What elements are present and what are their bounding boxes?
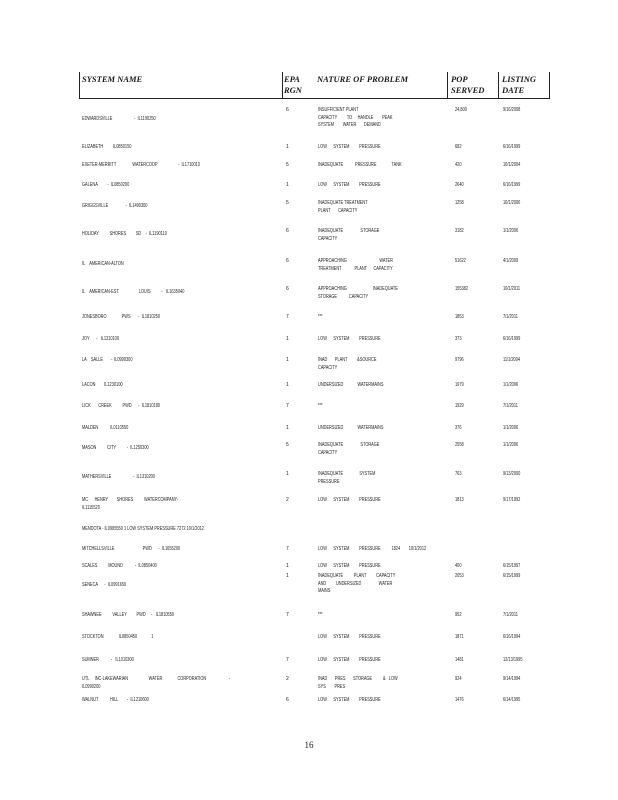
pop-served-cell: 3182 (455, 228, 464, 234)
pop-served-cell: 373 (455, 336, 462, 342)
pop-served-cell: 9796 (455, 357, 464, 363)
system-name-cell: SHAWNEE VALLEY PWD - IL1810550 (82, 612, 175, 618)
epa-rgn-cell: 5 (286, 442, 289, 448)
system-name-cell: HOLIDAY SHORES SD - IL1190110 (82, 231, 167, 237)
system-name-cell: LA SALLE - IL0990300 (82, 357, 133, 363)
col-header-system-name: SYSTEM NAME (82, 74, 143, 84)
epa-rgn-cell: 1 (286, 563, 289, 569)
header-rule-right (549, 72, 550, 98)
listing-date-cell: 7/1/2011 (503, 314, 518, 320)
nature-cell: *** (318, 612, 323, 618)
pop-served-cell: 1871 (455, 634, 464, 640)
pop-served-cell: 155382 (455, 286, 469, 292)
system-name-cell: WALNUT HILL - IL1210600 (82, 697, 149, 703)
col-header-served: SERVED (451, 85, 485, 95)
pop-served-cell: 400 (455, 563, 462, 569)
listing-date-cell: 10/1/2011 (503, 286, 521, 292)
listing-date-cell: 6/16/1999 (503, 336, 521, 342)
epa-rgn-cell: 7 (286, 314, 289, 320)
pop-served-cell: 952 (455, 612, 462, 618)
col-header-listing-date (502, 74, 536, 96)
listing-date-cell: 10/1/2006 (503, 200, 521, 206)
epa-rgn-cell: 6 (286, 697, 289, 703)
epa-rgn-cell: 6 (286, 228, 289, 234)
pop-served-cell: 763 (455, 471, 462, 477)
nature-cell: *** (318, 314, 323, 320)
col-header-pop-served (451, 74, 484, 96)
listing-date-cell: 9/17/1992 (503, 497, 521, 503)
epa-rgn-cell: 1 (286, 471, 289, 477)
page-number: 16 (304, 740, 314, 750)
system-name-cell: MITCHELLSVILLE PWD - IL1655200 (82, 546, 181, 552)
pop-served-cell: 24,800 (455, 107, 467, 113)
listing-date-cell: 1/1/2006 (503, 382, 519, 388)
listing-date-cell: 6/15/1997 (503, 563, 521, 569)
nature-cell: LOW SYSTEM PRESSURE (318, 336, 381, 342)
listing-date-cell: 6/16/1994 (503, 634, 521, 640)
header-rule-pop (447, 72, 448, 98)
listing-date-cell: 9/13/2000 (503, 471, 521, 477)
pop-served-cell: 2640 (455, 182, 464, 188)
pop-served-cell: 51622 (455, 258, 466, 264)
pop-served-cell: 1853 (455, 314, 464, 320)
pop-served-cell: 1813 (455, 497, 464, 503)
system-name-cell: IL AMERICAN-EST. LOUIS - IL1635040 (82, 289, 185, 295)
listing-date-cell: 11/1/2004 (503, 357, 521, 363)
listing-date-cell: 7/1/2011 (503, 612, 518, 618)
system-name-cell: JOY - IL1310100 (82, 336, 120, 342)
system-name-cell: LACON IL1230100 (82, 382, 123, 388)
epa-rgn-cell: 5 (286, 200, 289, 206)
system-name-cell: EDWARDSVILLE - IL1190250 (82, 116, 156, 122)
col-header-rgn: RGN (284, 85, 302, 95)
nature-cell: *** (318, 403, 323, 409)
system-name-cell: MASON CITY - IL1250300 (82, 445, 149, 451)
nature-cell: LOW SYSTEM PRESSURE (318, 182, 381, 188)
system-name-cell: STOCKTON IL0850450 1 (82, 634, 154, 640)
pop-served-cell: 1929 (455, 403, 464, 409)
col-header-listing: LISTING (502, 74, 537, 84)
nature-cell: INADEQUATE SYSTEM PRESSURE (318, 471, 376, 485)
nature-cell: LOW SYSTEM PRESSURE (318, 497, 381, 503)
pop-served-cell: 2053 (455, 573, 464, 579)
listing-date-cell: 1/1/2006 (503, 228, 519, 234)
epa-rgn-cell: 5 (286, 162, 289, 168)
system-name-cell: UTL INC-LAKEWARIAN WATER CORPORATION - IL0990200 (82, 676, 231, 690)
nature-cell: INAD PRES STORAGE & LOW SYS PRES (318, 676, 398, 690)
system-name-cell: MALDEN IL0110550 (82, 425, 129, 431)
epa-rgn-cell: 7 (286, 657, 289, 663)
system-name-cell: SCALES MOUND - IL0850400 (82, 563, 157, 569)
col-header-date: DATE (502, 85, 525, 95)
pop-served-cell: 420 (455, 162, 462, 168)
pop-served-cell: 924 (455, 676, 462, 682)
listing-date-cell: 6/14/1995 (503, 697, 521, 703)
col-header-epa-rgn (284, 74, 302, 96)
system-name-cell: IL AMERICAN-ALTON (82, 261, 124, 267)
system-name-cell: GALENA - IL0850200 (82, 182, 130, 188)
epa-rgn-cell: 1 (286, 357, 289, 363)
system-name-cell: SUMNER - IL1010300 (82, 657, 134, 663)
system-name-cell: EXETER-MERRITT WATERCOOP - IL1710010 (82, 162, 200, 168)
col-header-pop: POP (451, 74, 468, 84)
epa-rgn-cell: 6 (286, 107, 289, 113)
epa-rgn-cell: 1 (286, 336, 289, 342)
listing-date-cell: 6/16/1999 (503, 144, 521, 150)
system-name-cell: JONESBORO PWS - IL1810250 (82, 314, 161, 320)
pop-served-cell: 1476 (455, 697, 464, 703)
epa-rgn-cell: 7 (286, 403, 289, 409)
epa-rgn-cell: 6 (286, 286, 289, 292)
nature-cell: APPROACHING WATER TREATMENT PLANT CAPACITY (318, 258, 393, 272)
epa-rgn-cell: 1 (286, 573, 289, 579)
listing-date-cell: 9/16/2008 (503, 107, 521, 113)
epa-rgn-cell: 7 (286, 612, 289, 618)
col-header-epa: EPA (284, 74, 300, 84)
pop-served-cell: 2558 (455, 442, 464, 448)
system-name-cell: SENECA - IL0991650 (82, 582, 127, 588)
nature-cell: UNDERSIZED WATERMAINS (318, 425, 384, 431)
nature-cell: LOW SYSTEM PRESSURE 1824 10/1/2012 (318, 546, 427, 552)
listing-date-cell: 12/13/1995 (503, 657, 523, 663)
nature-cell: INADEQUATE TREATMENT PLANT CAPACITY (318, 200, 368, 214)
system-name-cell: MC HENRY SHORES WATERCOMPANY- IL1115520 (82, 497, 179, 511)
nature-cell: INAD PLANT &SOURCE CAPACITY (318, 357, 377, 371)
nature-cell: INADEQUATE PRESSURE TANK (318, 162, 402, 168)
epa-rgn-cell: 1 (286, 144, 289, 150)
epa-rgn-cell: 7 (286, 546, 289, 552)
pop-served-cell: 1258 (455, 200, 464, 206)
nature-cell: INADEQUATE STORAGE CAPACITY (318, 442, 380, 456)
listing-date-cell: 1/1/2006 (503, 442, 519, 448)
header-rule-left (79, 72, 80, 98)
listing-date-cell: 10/1/2004 (503, 162, 521, 168)
epa-rgn-cell: 1 (286, 182, 289, 188)
pop-served-cell: 1979 (455, 382, 464, 388)
listing-date-cell: 6/15/1999 (503, 573, 521, 579)
mendota-row: MENDOTA - IL0995550 1 LOW SYSTEM PRESSURE 7272 10/1/2012 (82, 526, 204, 532)
system-name-cell: ELIZABETH IL0850150 (82, 144, 132, 150)
pop-served-cell: 1481 (455, 657, 464, 663)
epa-rgn-cell: 1 (286, 382, 289, 388)
col-header-nature: NATURE OF PROBLEM (317, 74, 409, 84)
epa-rgn-cell: 2 (286, 676, 289, 682)
listing-date-cell: 7/1/2011 (503, 403, 518, 409)
listing-date-cell: 6/16/1999 (503, 182, 521, 188)
pop-served-cell: 682 (455, 144, 462, 150)
nature-cell: LOW SYSTEM PRESSURE (318, 144, 381, 150)
nature-cell: UNDERSIZED WATERMAINS (318, 382, 384, 388)
epa-rgn-cell: 6 (286, 258, 289, 264)
nature-cell: LOW SYSTEM PRESSURE (318, 634, 381, 640)
system-name-cell: MATHERSVILLE - IL1310200 (82, 474, 155, 480)
header-rule-bottom (79, 98, 550, 99)
nature-cell: APPROACHING INADEQUATE STORAGE CAPACITY (318, 286, 398, 300)
nature-cell: LOW SYSTEM PRESSURE (318, 563, 381, 569)
pop-served-cell: 376 (455, 425, 462, 431)
nature-cell: LOW SYSTEM PRESSURE (318, 657, 381, 663)
nature-cell: LOW SYSTEM PRESSURE (318, 697, 381, 703)
listing-date-cell: 9/14/1994 (503, 676, 521, 682)
listing-date-cell: 1/1/2006 (503, 425, 519, 431)
nature-cell: INADEQUATE PLANT CAPACITY AND UNDERSIZED WATER MAINS (318, 573, 396, 594)
system-name-cell: LICK CREEK PWD - IL1810180 (82, 403, 161, 409)
epa-rgn-cell: 1 (286, 425, 289, 431)
nature-cell: INADEQUATE STORAGE CAPACITY (318, 228, 380, 242)
header-rule-date (498, 72, 499, 98)
system-name-cell: GRIGGSVILLE - IL1490300 (82, 203, 148, 209)
epa-rgn-cell: 2 (286, 497, 289, 503)
listing-date-cell: 4/1/2009 (503, 258, 519, 264)
header-rule-epa (282, 72, 283, 98)
nature-cell: INSUFFICIENT PLANT CAPACITY TO HANDLE PEAK SYSTEM WATER DEMAND (318, 107, 393, 128)
